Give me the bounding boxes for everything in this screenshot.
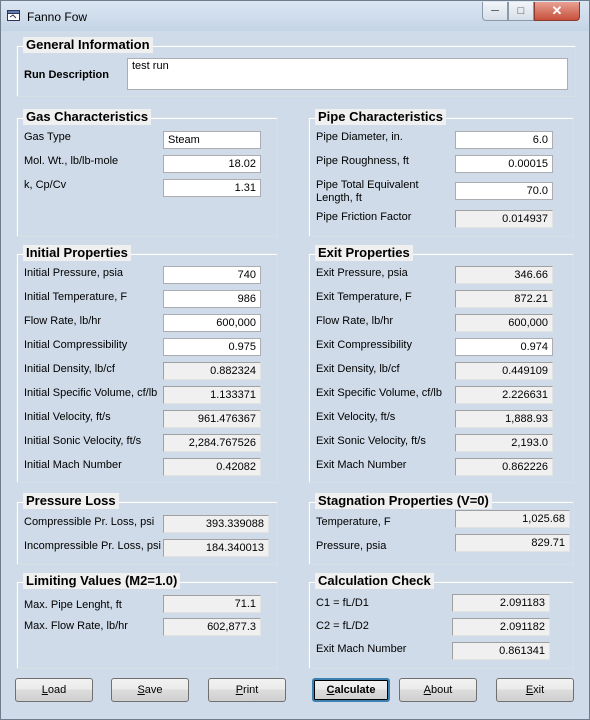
- c2-label: C2 = fL/D2: [316, 620, 369, 632]
- exit-mach-field: 0.862226: [455, 458, 553, 476]
- exit-compressibility-label: Exit Compressibility: [316, 339, 412, 351]
- compressible-loss-label: Compressible Pr. Loss, psi: [24, 516, 155, 528]
- exit-temperature-field: 872.21: [455, 290, 553, 308]
- close-icon: ✕: [551, 3, 563, 18]
- initial-density-label: Initial Density, lb/cf: [24, 363, 115, 375]
- gas-type-field[interactable]: Steam: [163, 131, 261, 149]
- pipe-roughness-field[interactable]: 0.00015: [455, 155, 553, 173]
- c1-label: C1 = fL/D1: [316, 597, 369, 609]
- group-title: Exit Properties: [315, 245, 413, 261]
- calculate-label: alculate: [334, 684, 376, 696]
- group-title: Stagnation Properties (V=0): [315, 493, 492, 509]
- run-description-label: Run Description: [24, 69, 109, 81]
- pipe-diameter-field[interactable]: 6.0: [455, 131, 553, 149]
- calculate-button[interactable]: [312, 678, 390, 702]
- group-title: Limiting Values (M2=1.0): [23, 573, 180, 589]
- minimize-icon: ─: [491, 5, 499, 17]
- initial-mach-field: 0.42082: [163, 458, 261, 476]
- exit-label: xit: [533, 684, 545, 696]
- mol-wt-label: Mol. Wt., lb/lb-mole: [24, 155, 119, 167]
- exit-accel: E: [525, 684, 534, 696]
- exit-sonic-velocity-label: Exit Sonic Velocity, ft/s: [316, 435, 426, 447]
- exit-density-field: 0.449109: [455, 362, 553, 380]
- pipe-length-label: Pipe Total Equivalent Length, ft: [316, 179, 419, 204]
- incompressible-loss-field: 184.340013: [163, 539, 269, 557]
- save-button[interactable]: [111, 678, 189, 702]
- initial-temperature-label: Initial Temperature, F: [24, 291, 128, 303]
- pipe-friction-field: 0.014937: [455, 210, 553, 228]
- title-bar[interactable]: [1, 1, 589, 31]
- max-pipe-length-label: Max. Pipe Lenght, ft: [24, 599, 122, 611]
- group-title: Initial Properties: [23, 245, 131, 261]
- maximize-button[interactable]: [508, 2, 534, 21]
- exit-specific-volume-field: 2.226631: [455, 386, 553, 404]
- incompressible-loss-label: Incompressible Pr. Loss, psi: [24, 540, 161, 552]
- group-title: Calculation Check: [315, 573, 434, 589]
- app-icon: [7, 9, 20, 22]
- max-flow-rate-label: Max. Flow Rate, lb/hr: [24, 620, 128, 632]
- initial-compressibility-field[interactable]: 0.975: [163, 338, 261, 356]
- group-title: General Information: [23, 37, 153, 53]
- initial-pressure-label: Initial Pressure, psia: [24, 267, 124, 279]
- print-button[interactable]: [208, 678, 286, 702]
- pipe-diameter-label: Pipe Diameter, in.: [316, 131, 403, 143]
- minimize-button[interactable]: [482, 2, 508, 21]
- initial-pressure-field[interactable]: 740: [163, 266, 261, 284]
- save-label: ave: [144, 684, 163, 696]
- load-accel: L: [41, 684, 48, 696]
- compressible-loss-field: 393.339088: [163, 515, 269, 533]
- exit-compressibility-field[interactable]: 0.974: [455, 338, 553, 356]
- stagnation-pressure-label: Pressure, psia: [316, 540, 387, 552]
- exit-flow-field: 600,000: [455, 314, 553, 332]
- initial-flow-label: Flow Rate, lb/hr: [24, 315, 102, 327]
- initial-flow-field[interactable]: 600,000: [163, 314, 261, 332]
- close-button[interactable]: [534, 2, 580, 21]
- group-title: Gas Characteristics: [23, 109, 151, 125]
- check-mach-field: 0.861341: [452, 642, 550, 660]
- initial-mach-label: Initial Mach Number: [24, 459, 122, 471]
- group-title: Pipe Characteristics: [315, 109, 446, 125]
- exit-temperature-label: Exit Temperature, F: [316, 291, 412, 303]
- max-pipe-length-field: 71.1: [163, 595, 261, 613]
- load-label: oad: [47, 684, 67, 696]
- about-button[interactable]: [399, 678, 477, 702]
- group-title: Pressure Loss: [23, 493, 119, 509]
- exit-velocity-label: Exit Velocity, ft/s: [316, 411, 396, 423]
- exit-flow-label: Flow Rate, lb/hr: [316, 315, 394, 327]
- initial-compressibility-label: Initial Compressibility: [24, 339, 128, 351]
- initial-specific-volume-field: 1.133371: [163, 386, 261, 404]
- window-title: Fanno Fow: [27, 10, 88, 24]
- save-accel: S: [137, 684, 145, 696]
- initial-specific-volume-label: Initial Specific Volume, cf/lb: [24, 387, 158, 399]
- initial-temperature-field[interactable]: 986: [163, 290, 261, 308]
- exit-specific-volume-label: Exit Specific Volume, cf/lb: [316, 387, 442, 399]
- load-button[interactable]: [15, 678, 93, 702]
- calculate-accel: C: [326, 684, 335, 696]
- initial-sonic-velocity-field: 2,284.767526: [163, 434, 261, 452]
- max-flow-rate-field: 602,877.3: [163, 618, 261, 636]
- maximize-icon: □: [517, 5, 525, 17]
- exit-pressure-label: Exit Pressure, psia: [316, 267, 408, 279]
- stagnation-temperature-field: 1,025.68: [455, 510, 570, 528]
- exit-mach-label: Exit Mach Number: [316, 459, 407, 471]
- pipe-roughness-label: Pipe Roughness, ft: [316, 155, 409, 167]
- print-accel: P: [235, 684, 244, 696]
- exit-sonic-velocity-field: 2,193.0: [455, 434, 553, 452]
- initial-density-field: 0.882324: [163, 362, 261, 380]
- stagnation-temperature-label: Temperature, F: [316, 516, 391, 528]
- gas-type-label: Gas Type: [24, 131, 71, 143]
- exit-pressure-field: 346.66: [455, 266, 553, 284]
- pipe-length-field[interactable]: 70.0: [455, 182, 553, 200]
- run-description-field[interactable]: test run: [127, 58, 568, 90]
- exit-density-label: Exit Density, lb/cf: [316, 363, 400, 375]
- k-ratio-field[interactable]: 1.31: [163, 179, 261, 197]
- print-label: rint: [243, 684, 259, 696]
- about-accel: A: [423, 684, 431, 696]
- c1-field: 2.091183: [452, 594, 550, 612]
- initial-velocity-label: Initial Velocity, ft/s: [24, 411, 111, 423]
- initial-velocity-field: 961.476367: [163, 410, 261, 428]
- check-mach-label: Exit Mach Number: [316, 643, 407, 655]
- initial-sonic-velocity-label: Initial Sonic Velocity, ft/s: [24, 435, 142, 447]
- exit-velocity-field: 1,888.93: [455, 410, 553, 428]
- c2-field: 2.091182: [452, 618, 550, 636]
- k-ratio-label: k, Cp/Cv: [24, 179, 67, 191]
- pipe-friction-label: Pipe Friction Factor: [316, 211, 412, 223]
- about-label: bout: [430, 684, 453, 696]
- stagnation-pressure-field: 829.71: [455, 534, 570, 552]
- mol-wt-field[interactable]: 18.02: [163, 155, 261, 173]
- exit-button[interactable]: [496, 678, 574, 702]
